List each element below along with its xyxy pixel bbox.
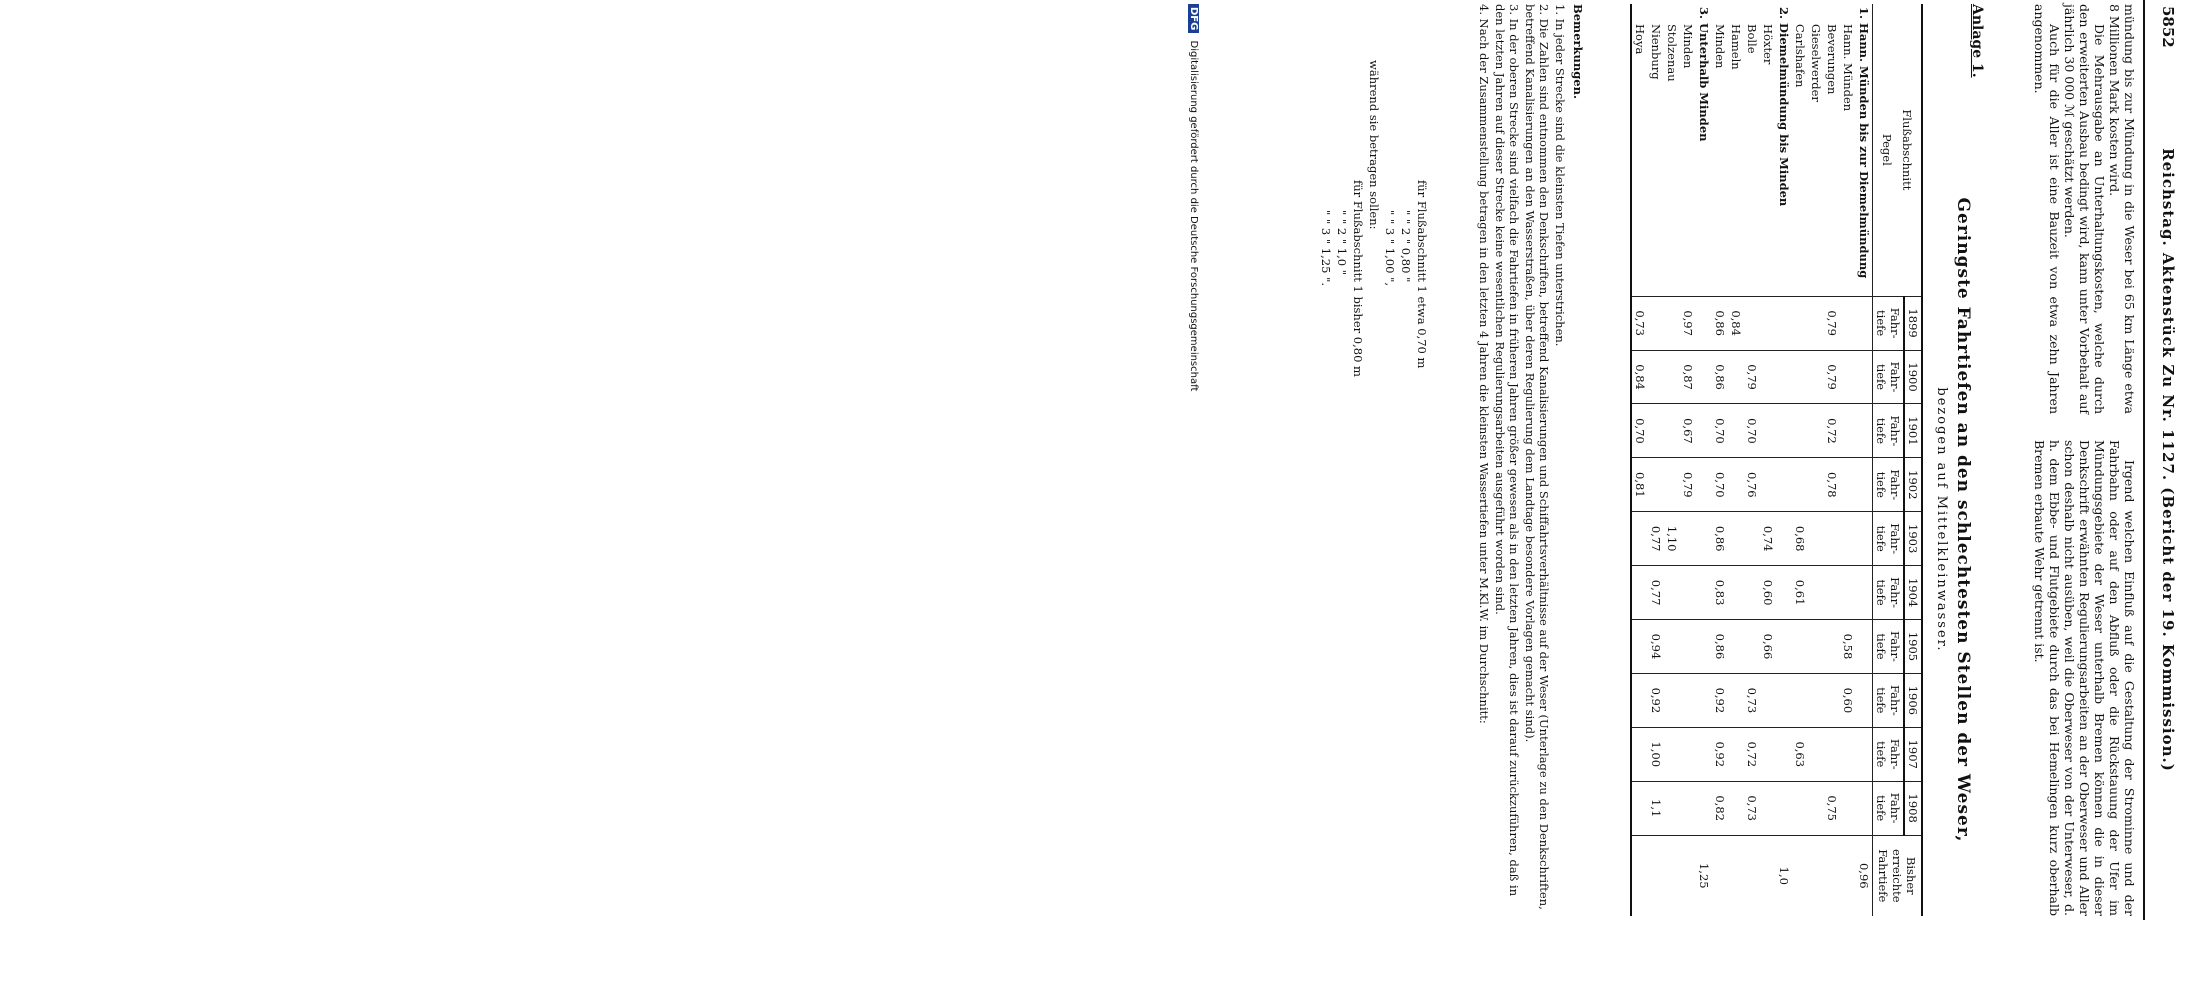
header-year: 1908 bbox=[1904, 781, 1922, 835]
header-fahrtiefe: Fahr-tiefe bbox=[1873, 296, 1905, 350]
depth-cell: 0,92 bbox=[1712, 727, 1728, 781]
depth-cell bbox=[1808, 458, 1824, 512]
depth-cell bbox=[1696, 458, 1712, 512]
depth-cell bbox=[1792, 350, 1808, 404]
depth-cell bbox=[1760, 350, 1776, 404]
fahrtiefen-table bbox=[1630, 4, 1923, 916]
table-header-row bbox=[1904, 4, 1922, 916]
depth-cell bbox=[1680, 835, 1696, 916]
depth-cell: 1,00 bbox=[1648, 727, 1664, 781]
table-subtitle: bezogen auf Mittelkleinwasser. bbox=[1934, 387, 1949, 653]
station-label: Stolzenau bbox=[1665, 24, 1679, 82]
header-fahrtiefe: Fahr-tiefe bbox=[1873, 566, 1905, 620]
station-label: Bolle bbox=[1745, 24, 1759, 54]
depth-cell: 0,67 bbox=[1680, 404, 1696, 458]
depth-cell bbox=[1824, 620, 1840, 674]
depth-cell bbox=[1792, 620, 1808, 674]
header-year: 1907 bbox=[1904, 727, 1922, 781]
page-number: 5852 bbox=[2159, 6, 2177, 48]
depth-cell bbox=[1664, 350, 1680, 404]
depth-cell bbox=[1760, 296, 1776, 350]
table-row bbox=[1792, 4, 1808, 916]
depth-cell bbox=[1631, 673, 1648, 727]
depth-cell bbox=[1824, 727, 1840, 781]
depth-cell bbox=[1776, 458, 1792, 512]
depth-cell bbox=[1808, 620, 1824, 674]
depth-cell: 0,77 bbox=[1648, 512, 1664, 566]
station-label: Nienburg bbox=[1649, 24, 1663, 80]
header-fahrtiefe: Fahr-tiefe bbox=[1873, 673, 1905, 727]
remark-line: während sie betragen sollen: bbox=[1367, 60, 1381, 230]
digitization-text: Digitalisierung gefördert durch die Deutsche Forschungsgemeinschaft bbox=[1188, 40, 1199, 392]
depth-cell bbox=[1680, 727, 1696, 781]
header-year: 1903 bbox=[1904, 512, 1922, 566]
station-label: Minden bbox=[1713, 24, 1727, 69]
depth-cell: 0,72 bbox=[1824, 404, 1840, 458]
depth-cell bbox=[1744, 566, 1760, 620]
header-year: 1901 bbox=[1904, 404, 1922, 458]
header-year: 1902 bbox=[1904, 458, 1922, 512]
depth-cell bbox=[1792, 404, 1808, 458]
depth-cell bbox=[1776, 404, 1792, 458]
depth-cell bbox=[1696, 781, 1712, 835]
depth-cell bbox=[1776, 296, 1792, 350]
table-row bbox=[1840, 4, 1856, 916]
depth-cell bbox=[1696, 404, 1712, 458]
depth-cell bbox=[1776, 566, 1792, 620]
depth-cell bbox=[1728, 404, 1744, 458]
intro-paragraph: mündung bis zur Mündung in die Weser bei 65 km Länge etwa 8 Millionen Mark kosten wird. bbox=[2107, 4, 2137, 414]
depth-cell bbox=[1776, 727, 1792, 781]
depth-cell bbox=[1648, 350, 1664, 404]
remark-line: " " 3 " 1,00 ", bbox=[1383, 210, 1397, 287]
depth-cell bbox=[1856, 296, 1873, 350]
depth-cell bbox=[1696, 296, 1712, 350]
depth-cell: 0,86 bbox=[1712, 512, 1728, 566]
intro-paragraph: Auch für die Aller ist eine Bauzeit von etwa zehn Jahren angenommen. bbox=[2032, 4, 2062, 414]
depth-cell bbox=[1648, 296, 1664, 350]
rotated-document-page bbox=[1185, 0, 2185, 920]
depth-cell bbox=[1631, 512, 1648, 566]
depth-cell bbox=[1760, 673, 1776, 727]
depth-cell: 0,83 bbox=[1712, 566, 1728, 620]
station-label: Beverungen bbox=[1825, 24, 1839, 95]
depth-cell: 0,70 bbox=[1712, 404, 1728, 458]
depth-cell: 0,97 bbox=[1680, 296, 1696, 350]
depth-cell bbox=[1856, 781, 1873, 835]
table-section-row bbox=[1696, 4, 1712, 916]
header-fahrtiefe: Fahr-tiefe bbox=[1873, 458, 1905, 512]
table-row bbox=[1728, 4, 1744, 916]
depth-cell: 0,79 bbox=[1744, 350, 1760, 404]
depth-cell: 0,70 bbox=[1744, 404, 1760, 458]
depth-cell: 0,58 bbox=[1840, 620, 1856, 674]
table-body bbox=[1631, 4, 1873, 916]
depth-cell bbox=[1680, 566, 1696, 620]
table-row bbox=[1648, 4, 1664, 916]
depth-cell: 0,94 bbox=[1648, 620, 1664, 674]
depth-cell: 0,81 bbox=[1631, 458, 1648, 512]
depth-cell: 0,96 bbox=[1856, 835, 1873, 916]
table-row bbox=[1680, 4, 1696, 916]
depth-cell bbox=[1648, 404, 1664, 458]
header-fahrtiefe: Fahr-tiefe bbox=[1873, 404, 1905, 458]
header-fahrtiefe: Fahr-tiefe bbox=[1873, 350, 1905, 404]
depth-cell: 0,82 bbox=[1712, 781, 1728, 835]
depth-cell bbox=[1808, 512, 1824, 566]
remark-line: " " 2 " 1,0 " bbox=[1335, 210, 1349, 276]
depth-cell: 0,73 bbox=[1744, 781, 1760, 835]
remark-line: für Flußabschnitt 1 etwa 0,70 m bbox=[1415, 180, 1429, 369]
depth-cell bbox=[1840, 566, 1856, 620]
depth-cell bbox=[1856, 404, 1873, 458]
depth-cell: 0,75 bbox=[1824, 781, 1840, 835]
table-section-row bbox=[1776, 4, 1792, 916]
depth-cell bbox=[1840, 404, 1856, 458]
remark-line: " " 2 " 0,80 " bbox=[1399, 210, 1413, 283]
depth-cell: 0,84 bbox=[1631, 350, 1648, 404]
depth-cell: 0,79 bbox=[1680, 458, 1696, 512]
table-title: Geringste Fahrtiefen an den schlechtesten Stellen der Weser, bbox=[1953, 197, 1973, 843]
depth-cell bbox=[1824, 835, 1840, 916]
depth-cell bbox=[1808, 404, 1824, 458]
depth-cell bbox=[1744, 296, 1760, 350]
depth-cell bbox=[1744, 620, 1760, 674]
depth-cell: 0,72 bbox=[1744, 727, 1760, 781]
section-label: 3. Unterhalb Minden bbox=[1697, 7, 1711, 142]
depth-cell: 0,78 bbox=[1824, 458, 1840, 512]
depth-cell: 0,76 bbox=[1744, 458, 1760, 512]
depth-cell: 0,73 bbox=[1631, 296, 1648, 350]
depth-cell bbox=[1680, 620, 1696, 674]
table-row bbox=[1664, 4, 1680, 916]
depth-cell bbox=[1856, 673, 1873, 727]
depth-cell bbox=[1808, 296, 1824, 350]
depth-cell bbox=[1808, 566, 1824, 620]
remark-line: für Flußabschnitt 1 bisher 0,80 m bbox=[1351, 180, 1365, 377]
depth-cell bbox=[1808, 350, 1824, 404]
depth-cell bbox=[1760, 835, 1776, 916]
intro-left-column bbox=[2032, 4, 2137, 414]
depth-cell bbox=[1824, 512, 1840, 566]
digitization-note bbox=[1188, 4, 1199, 974]
header-bisher-erreicht: Bisher erreichte Fahrtiefe bbox=[1873, 835, 1923, 916]
station-label: Hameln bbox=[1729, 24, 1743, 70]
depth-cell bbox=[1664, 566, 1680, 620]
depth-cell bbox=[1808, 781, 1824, 835]
header-fahrtiefe: Fahr-tiefe bbox=[1873, 512, 1905, 566]
depth-cell bbox=[1631, 781, 1648, 835]
header-year: 1904 bbox=[1904, 566, 1922, 620]
depth-cell: 0,73 bbox=[1744, 673, 1760, 727]
station-label: Gieselwerder bbox=[1809, 24, 1823, 102]
depth-cell bbox=[1648, 835, 1664, 916]
depth-cell: 0,87 bbox=[1680, 350, 1696, 404]
page-header bbox=[2143, 0, 2185, 920]
depth-cell bbox=[1680, 781, 1696, 835]
depth-cell bbox=[1776, 620, 1792, 674]
depth-cell: 0,68 bbox=[1792, 512, 1808, 566]
depth-cell: 0,86 bbox=[1712, 296, 1728, 350]
depth-cell bbox=[1696, 673, 1712, 727]
depth-cell: 1,25 bbox=[1696, 835, 1712, 916]
depth-cell bbox=[1696, 512, 1712, 566]
depth-cell bbox=[1664, 620, 1680, 674]
depth-cell bbox=[1728, 458, 1744, 512]
depth-cell bbox=[1664, 673, 1680, 727]
depth-cell bbox=[1760, 458, 1776, 512]
remark-line: " " 3 " 1,25 ". bbox=[1319, 210, 1333, 287]
depth-cell: 0,60 bbox=[1840, 673, 1856, 727]
depth-cell bbox=[1776, 673, 1792, 727]
table-row bbox=[1712, 4, 1728, 916]
depth-cell bbox=[1648, 458, 1664, 512]
depth-cell: 1,0 bbox=[1776, 835, 1792, 916]
depth-cell bbox=[1776, 512, 1792, 566]
depth-cell bbox=[1824, 673, 1840, 727]
depth-cell bbox=[1856, 620, 1873, 674]
header-year: 1905 bbox=[1904, 620, 1922, 674]
table-section-row bbox=[1856, 4, 1873, 916]
station-label: Carlshafen bbox=[1793, 24, 1807, 88]
depth-cell bbox=[1631, 620, 1648, 674]
header-fahrtiefe: Fahr-tiefe bbox=[1873, 781, 1905, 835]
depth-cell bbox=[1856, 350, 1873, 404]
depth-cell bbox=[1840, 350, 1856, 404]
depth-cell bbox=[1760, 781, 1776, 835]
depth-cell: 0,66 bbox=[1760, 620, 1776, 674]
depth-cell bbox=[1696, 727, 1712, 781]
header-year: 1899 bbox=[1904, 296, 1922, 350]
table-row bbox=[1760, 4, 1776, 916]
depth-cell: 0,70 bbox=[1712, 458, 1728, 512]
depth-cell bbox=[1840, 512, 1856, 566]
remark-item: 4. Nach der Zusammenstellung betragen in den letzten 4 Jahren die kleinsten Wassertiefen unter M.Kl.W. im Durchschnitt: bbox=[1477, 4, 1491, 724]
depth-cell: 0,79 bbox=[1824, 350, 1840, 404]
depth-cell bbox=[1840, 835, 1856, 916]
depth-cell bbox=[1760, 404, 1776, 458]
depth-cell bbox=[1680, 512, 1696, 566]
intro-paragraph: Irgend welchen Einfluß auf die Gestaltung der Strominne und der Fahrbahn oder auf den Abfluß oder die Rückstauung der Ufer im Mündungsgebiete der Weser unterhalb Bremen können die in dieser Denkschrift erwähnten Regulierungsarbeiten an der Oberweser und Aller schon deshalb nicht ausüben, weil die Oberweser von der Unterweser, d. h. dem Ebbe- und Flutgebiete durch das bei Hemelingen kurz oberhalb Bremen erbaute Wehr getrennt ist. bbox=[2032, 440, 2137, 916]
depth-cell: 0,86 bbox=[1712, 620, 1728, 674]
depth-cell bbox=[1664, 835, 1680, 916]
depth-cell bbox=[1664, 296, 1680, 350]
depth-cell bbox=[1728, 835, 1744, 916]
depth-cell: 0,84 bbox=[1728, 296, 1744, 350]
depth-cell bbox=[1840, 727, 1856, 781]
depth-cell bbox=[1728, 512, 1744, 566]
depth-cell bbox=[1856, 512, 1873, 566]
depth-cell bbox=[1631, 727, 1648, 781]
table-row bbox=[1744, 4, 1760, 916]
depth-cell: 0,60 bbox=[1760, 566, 1776, 620]
depth-cell bbox=[1631, 835, 1648, 916]
depth-cell bbox=[1856, 458, 1873, 512]
depth-cell: 0,86 bbox=[1712, 350, 1728, 404]
depth-cell: 0,63 bbox=[1792, 727, 1808, 781]
table-row bbox=[1824, 4, 1840, 916]
station-label: Minden bbox=[1681, 24, 1695, 69]
header-flussabschnitt: Flußabschnitt Pegel bbox=[1873, 4, 1923, 296]
depth-cell bbox=[1728, 727, 1744, 781]
depth-cell bbox=[1696, 620, 1712, 674]
remarks-values bbox=[1318, 60, 1430, 760]
depth-cell bbox=[1696, 350, 1712, 404]
depth-cell bbox=[1664, 727, 1680, 781]
depth-cell bbox=[1728, 673, 1744, 727]
depth-cell bbox=[1808, 835, 1824, 916]
depth-cell bbox=[1696, 566, 1712, 620]
depth-cell bbox=[1760, 727, 1776, 781]
depth-cell bbox=[1792, 781, 1808, 835]
depth-cell bbox=[1808, 727, 1824, 781]
header-fahrtiefe: Fahr-tiefe bbox=[1873, 620, 1905, 674]
intro-paragraph: Die Mehrausgabe an Unterhaltungskosten, welche durch den erweiterten Ausbau bedingt wird, kann unter Vorbehalt auf jährlich 30 000 ℳ geschätzt werden. bbox=[2062, 4, 2107, 414]
depth-cell bbox=[1744, 512, 1760, 566]
depth-cell bbox=[1664, 458, 1680, 512]
depth-cell: 0,92 bbox=[1712, 673, 1728, 727]
depth-cell: 0,77 bbox=[1648, 566, 1664, 620]
depth-cell bbox=[1840, 781, 1856, 835]
depth-cell bbox=[1792, 296, 1808, 350]
depth-cell: 0,74 bbox=[1760, 512, 1776, 566]
depth-cell: 1,10 bbox=[1664, 512, 1680, 566]
depth-cell bbox=[1728, 566, 1744, 620]
remarks-block bbox=[1475, 4, 1585, 914]
annex-label: Anlage 1. bbox=[1969, 4, 1985, 78]
table-row bbox=[1808, 4, 1824, 916]
remark-item: 3. In der oberen Strecke sind vielfach die Fahrtiefen in früheren Jahren größer gewesen als in den letzten Jahren, dies ist darauf zurückzuführen, daß in den letzten Jahren auf dieser Strecke keine wesentlichen Regulierungsarbeiten ausgeführt worden sind. bbox=[1493, 4, 1521, 897]
dfg-logo: DFG bbox=[1188, 4, 1199, 33]
depth-cell bbox=[1728, 620, 1744, 674]
depth-cell bbox=[1776, 781, 1792, 835]
remark-item: 2. Die Zahlen sind entnommen den Denkschriften, betreffend Kanalisierungen und Schiffahrtsverhältnisse auf der Weser (Unterlage zu den Denkschriften, betreffend Kanalisierungen an den Wasserstraßen, über deren Regulierung dem Landtage besondere Vorlagen gemacht sind). bbox=[1523, 4, 1551, 910]
depth-cell bbox=[1728, 781, 1744, 835]
depth-cell bbox=[1631, 566, 1648, 620]
depth-cell bbox=[1856, 566, 1873, 620]
page-title: Reichstag. Aktenstück Zu Nr. 1127. (Bericht der 19. Kommission.) bbox=[2159, 148, 2177, 772]
depth-cell: 0,70 bbox=[1631, 404, 1648, 458]
header-year: 1906 bbox=[1904, 673, 1922, 727]
depth-cell bbox=[1664, 781, 1680, 835]
remarks-heading: Bemerkungen. bbox=[1571, 4, 1585, 99]
station-label: Höxter bbox=[1761, 24, 1775, 65]
depth-cell bbox=[1856, 727, 1873, 781]
depth-cell bbox=[1712, 835, 1728, 916]
depth-cell bbox=[1744, 835, 1760, 916]
depth-cell: 0,61 bbox=[1792, 566, 1808, 620]
header-year: 1900 bbox=[1904, 350, 1922, 404]
depth-cell: 0,92 bbox=[1648, 673, 1664, 727]
depth-cell: 0,79 bbox=[1824, 296, 1840, 350]
depth-cell bbox=[1840, 296, 1856, 350]
depth-cell bbox=[1776, 350, 1792, 404]
depth-cell bbox=[1824, 566, 1840, 620]
depth-cell bbox=[1840, 458, 1856, 512]
depth-cell bbox=[1680, 673, 1696, 727]
section-label: 1. Hann. Münden bis zur Diemelmündung bbox=[1857, 7, 1871, 279]
depth-cell bbox=[1664, 404, 1680, 458]
table-row bbox=[1631, 4, 1648, 916]
header-fahrtiefe: Fahr-tiefe bbox=[1873, 727, 1905, 781]
depth-cell bbox=[1792, 673, 1808, 727]
section-label: 2. Diemelmündung bis Minden bbox=[1777, 7, 1791, 207]
depth-cell bbox=[1808, 673, 1824, 727]
station-label: Hoya bbox=[1631, 4, 1648, 296]
intro-right-column bbox=[2032, 440, 2137, 916]
depth-cell: 1,1 bbox=[1648, 781, 1664, 835]
station-label: Hann. Münden bbox=[1841, 24, 1855, 112]
depth-cell bbox=[1792, 458, 1808, 512]
depth-cell bbox=[1792, 835, 1808, 916]
remark-item: 1. In jeder Strecke sind die kleinsten Tiefen unterstrichen. bbox=[1553, 4, 1567, 347]
depth-cell bbox=[1728, 350, 1744, 404]
